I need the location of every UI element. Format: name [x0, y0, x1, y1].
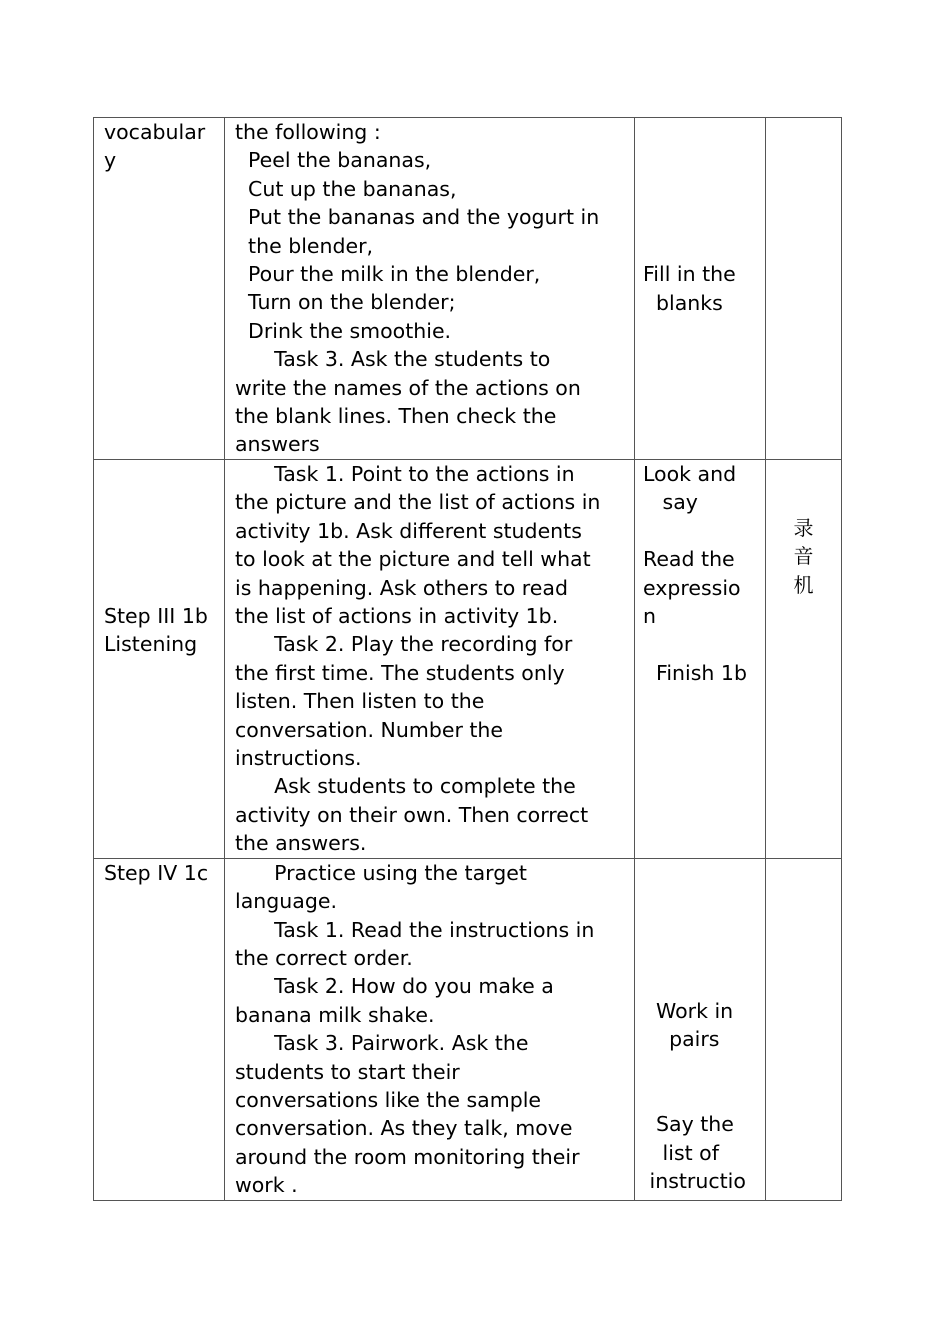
aids-char: 录	[793, 516, 814, 540]
content-line: Drink the smoothie.	[235, 318, 452, 343]
activity-line	[643, 1082, 765, 1110]
content-line: Task 1. Read the instructions in	[235, 917, 595, 942]
activity-line: expressio	[643, 575, 741, 600]
content-line: conversations like the sample	[235, 1087, 542, 1112]
content-line: Pour the milk in the blender,	[235, 262, 541, 287]
content-cell	[225, 118, 635, 460]
step-line: Step III 1b	[104, 604, 208, 629]
content-line: Task 2. How do you make a	[235, 974, 554, 999]
activity-line: Fill in the	[643, 262, 736, 287]
activity-line: list of	[643, 1140, 719, 1165]
table-row	[94, 460, 842, 859]
activity-line: Work in	[643, 998, 734, 1023]
content-line: the answers.	[235, 831, 367, 856]
activity-line: Look and	[643, 462, 737, 486]
step-line: Listening	[104, 632, 198, 657]
content-line: Peel the bananas,	[235, 148, 432, 173]
content-line: Task 3. Ask the students to	[235, 347, 551, 372]
activity-line: Say the	[643, 1112, 734, 1137]
activity-line: n	[643, 604, 656, 629]
activity-line	[643, 517, 765, 545]
content-line: Task 2. Play the recording for	[235, 632, 573, 657]
aids-cell	[766, 118, 842, 460]
content-line: work .	[235, 1173, 298, 1198]
content-line: the first time. The students only	[235, 660, 565, 685]
content-line: the blank lines. Then check the	[235, 404, 557, 429]
content-line: students to start their	[235, 1059, 460, 1084]
aids-cell	[766, 858, 842, 1200]
step-cell	[94, 118, 225, 460]
content-line: Turn on the blender;	[235, 290, 456, 315]
activity-line: Finish 1b	[643, 660, 747, 685]
content-line: instructions.	[235, 746, 362, 771]
activity-line: blanks	[643, 290, 723, 315]
content-line: Task 1. Point to the actions in	[235, 462, 575, 486]
activity-line	[643, 1054, 765, 1082]
activity-cell	[635, 118, 766, 460]
content-cell	[225, 460, 635, 859]
activity-cell	[635, 858, 766, 1200]
content-line: Task 3. Pairwork. Ask the	[235, 1031, 529, 1056]
activity-line: Read the	[643, 547, 735, 572]
step-line: vocabular	[104, 120, 206, 144]
content-line: listen. Then listen to the	[235, 689, 485, 714]
spacer	[104, 687, 224, 715]
content-line: Practice using the target	[235, 860, 527, 885]
lesson-plan-table	[93, 117, 842, 1201]
content-line: answers	[235, 432, 320, 457]
content-line: Put the bananas and the yogurt in	[235, 205, 600, 230]
content-line: the blender,	[235, 233, 374, 258]
aids-char: 音	[793, 544, 814, 569]
step-cell	[94, 858, 225, 1200]
aids-char: 机	[793, 572, 814, 597]
activity-line: instructio	[643, 1169, 746, 1194]
content-line: the correct order.	[235, 945, 413, 970]
content-line: the list of actions in activity 1b.	[235, 604, 559, 629]
step-line: y	[104, 148, 117, 173]
content-line: is happening. Ask others to read	[235, 575, 568, 600]
spacer	[104, 659, 224, 687]
step-cell	[94, 460, 225, 859]
table-row	[94, 118, 842, 460]
activity-line: pairs	[643, 1027, 720, 1052]
content-line: language.	[235, 889, 337, 914]
content-line: around the room monitoring their	[235, 1144, 580, 1169]
content-line: the following :	[235, 120, 381, 144]
aids-cell	[766, 460, 842, 859]
content-line: activity 1b. Ask different students	[235, 518, 582, 543]
activity-line: say	[643, 490, 698, 515]
activity-line	[643, 630, 765, 658]
content-line: Cut up the bananas,	[235, 176, 457, 201]
content-line: to look at the picture and tell what	[235, 547, 591, 572]
content-line: activity on their own. Then correct	[235, 802, 589, 827]
table-row	[94, 858, 842, 1200]
content-line: write the names of the actions on	[235, 375, 581, 400]
content-line: Ask students to complete the	[235, 774, 576, 799]
content-line: the picture and the list of actions in	[235, 490, 601, 515]
activity-cell	[635, 460, 766, 859]
content-line: conversation. As they talk, move	[235, 1116, 573, 1141]
content-cell	[225, 858, 635, 1200]
content-line: banana milk shake.	[235, 1002, 435, 1027]
content-line: conversation. Number the	[235, 717, 504, 742]
step-line: Step IV 1c	[104, 860, 209, 885]
